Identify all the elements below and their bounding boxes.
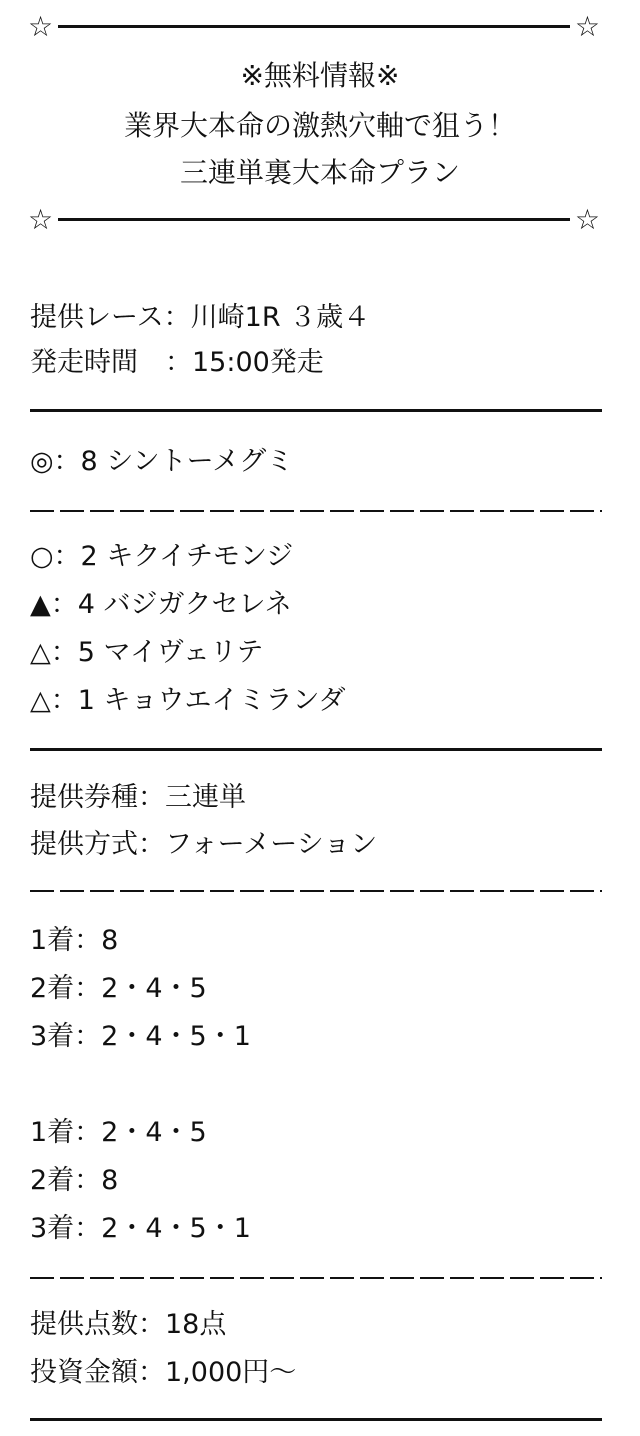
dashed-divider <box>30 510 602 512</box>
ticket-type: 提供券種：三連単 <box>30 782 246 813</box>
pick-renka-1: △：5 マイヴェリテ <box>30 637 264 668</box>
formation-2-second: 2着：8 <box>30 1165 119 1196</box>
solid-divider <box>30 1418 602 1421</box>
solid-divider <box>30 409 602 412</box>
star-icon: ☆ <box>574 10 600 43</box>
formation-1-first: 1着：8 <box>30 925 119 956</box>
star-icon: ☆ <box>28 203 54 236</box>
free-info-label: ※無料情報※ <box>240 59 400 92</box>
solid-divider <box>30 748 602 751</box>
pick-taikou: ○：2 キクイチモンジ <box>30 541 294 572</box>
honmei-pick: ◎：8 シントーメグミ <box>30 446 294 477</box>
formation-2-third: 3着：2・4・5・1 <box>30 1213 251 1244</box>
plan-name: 三連単裏大本命プラン <box>179 156 460 189</box>
formation-2-first: 1着：2・4・5 <box>30 1117 207 1148</box>
start-time-label: 発走時間 ：15:00発走 <box>30 347 324 378</box>
headline: 業界大本命の激熱穴軸で狙う！ <box>123 109 516 142</box>
pick-renka-2: △：1 キョウエイミランダ <box>30 685 346 716</box>
race-label: 提供レース：川崎1R ３歳４ <box>30 302 371 333</box>
formation-1-second: 2着：2・4・5 <box>30 973 207 1004</box>
star-icon: ☆ <box>28 10 54 43</box>
formation-1-third: 3着：2・4・5・1 <box>30 1021 251 1052</box>
dashed-divider <box>30 1277 602 1279</box>
divider <box>58 25 570 28</box>
top-star-rule <box>28 12 600 42</box>
ticket-method: 提供方式：フォーメーション <box>30 829 378 860</box>
divider <box>58 218 570 221</box>
bottom-star-rule <box>28 205 600 235</box>
investment-amount: 投資金額：1,000円〜 <box>30 1357 297 1388</box>
pick-tanana: ▲：4 バジガクセレネ <box>30 589 292 620</box>
dashed-divider <box>30 890 602 892</box>
points-count: 提供点数：18点 <box>30 1309 227 1340</box>
star-icon: ☆ <box>574 203 600 236</box>
